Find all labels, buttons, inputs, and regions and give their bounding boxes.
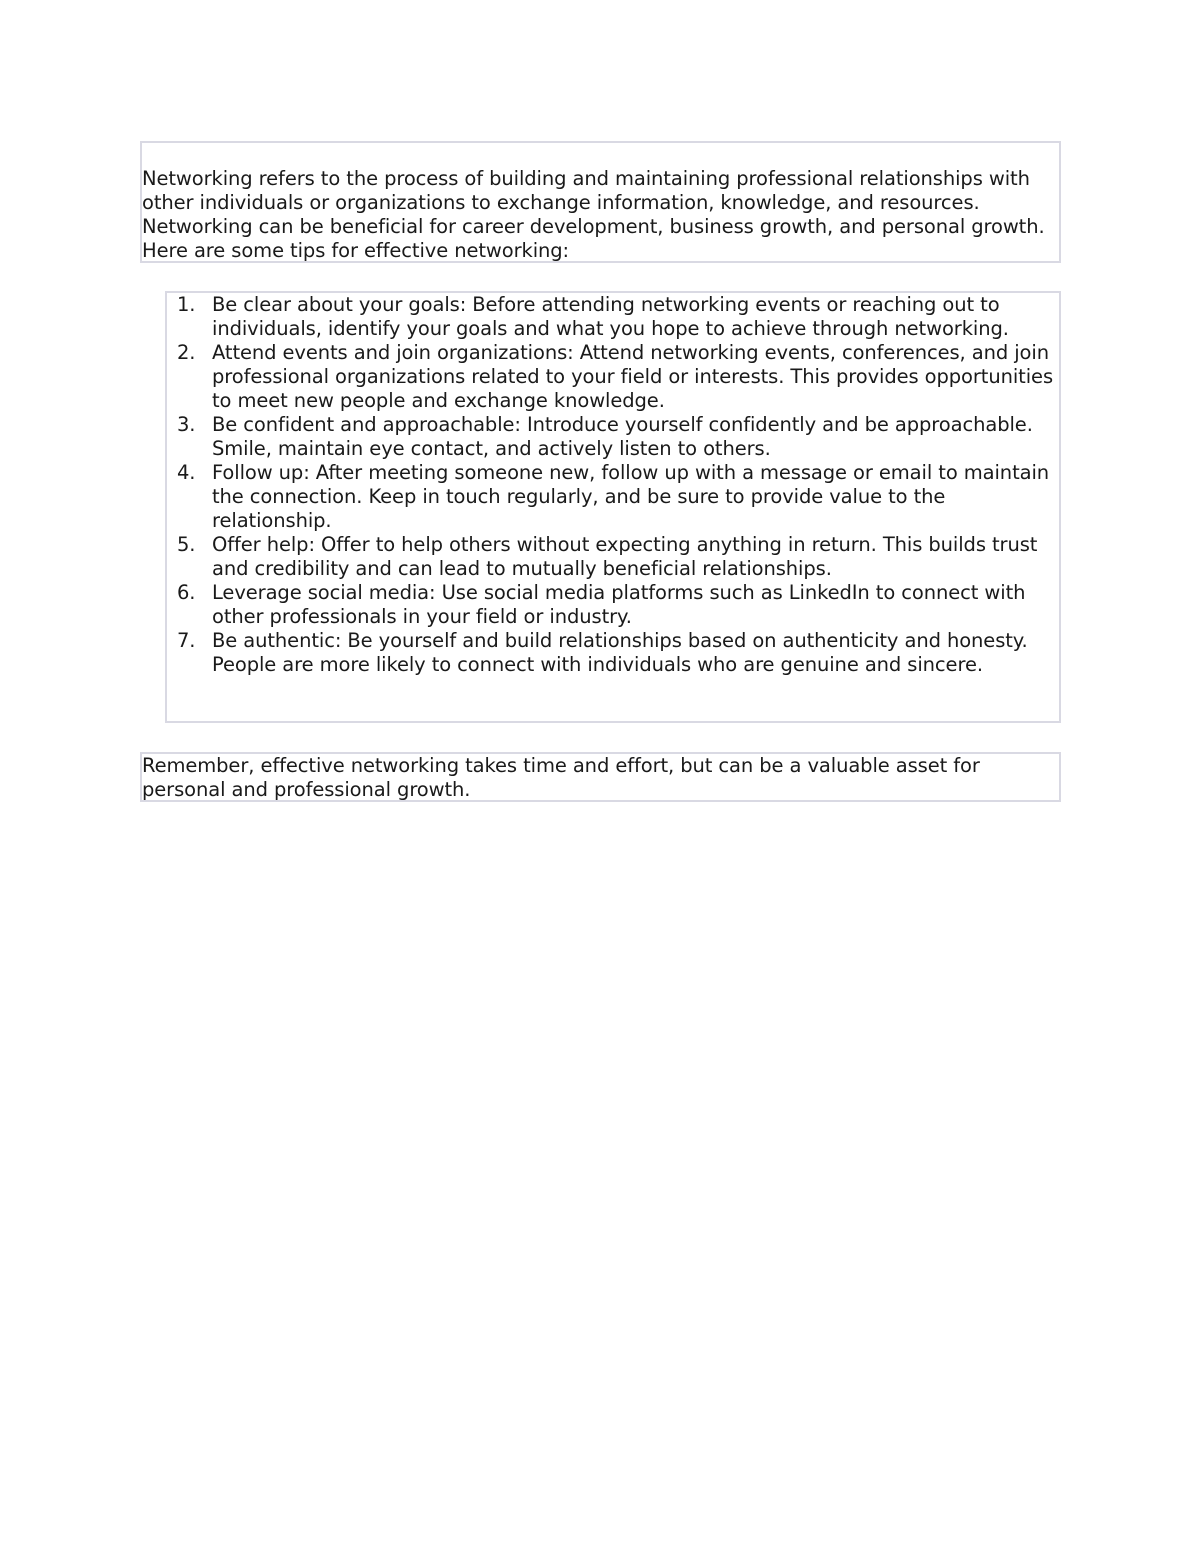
list-item-text: Be clear about your goals: Before attending networking events or reaching out to individuals, identify your goals and what you hope to achieve through networking. bbox=[212, 293, 1009, 340]
list-item bbox=[167, 461, 1061, 533]
list-item-number: 3. bbox=[177, 413, 196, 436]
list-item-text: Attend events and join organizations: Attend networking events, conferences, and join professional organizations related to your field or interests. This provides opportunities to meet new people and exchange knowledge. bbox=[212, 341, 1054, 412]
list-item-number: 4. bbox=[177, 461, 196, 484]
list-item bbox=[167, 581, 1061, 629]
list-item bbox=[167, 629, 1061, 677]
outro-paragraph-box bbox=[140, 752, 1061, 802]
list-item bbox=[167, 293, 1061, 341]
list-item-number: 1. bbox=[177, 293, 196, 316]
list-item-text: Be authentic: Be yourself and build relationships based on authenticity and honesty. People are more likely to connect with individuals who are genuine and sincere. bbox=[212, 629, 1028, 676]
outro-paragraph: Remember, effective networking takes time and effort, but can be a valuable asset for personal and professional growth. bbox=[142, 754, 980, 801]
tips-list-box bbox=[165, 291, 1061, 723]
list-item bbox=[167, 341, 1061, 413]
intro-paragraph-box bbox=[140, 141, 1061, 263]
list-item-number: 2. bbox=[177, 341, 196, 364]
list-item-number: 6. bbox=[177, 581, 196, 604]
tips-list bbox=[167, 293, 1061, 677]
list-item bbox=[167, 533, 1061, 581]
list-item-text: Offer help: Offer to help others without expecting anything in return. This builds trust and credibility and can lead to mutually beneficial relationships. bbox=[212, 533, 1038, 580]
list-item-text: Be confident and approachable: Introduce yourself confidently and be approachable. Smile, maintain eye contact, and actively listen to others. bbox=[212, 413, 1033, 460]
list-item-text: Follow up: After meeting someone new, follow up with a message or email to maintain the connection. Keep in touch regularly, and be sure to provide value to the relationship. bbox=[212, 461, 1050, 532]
list-item-number: 7. bbox=[177, 629, 196, 652]
list-item bbox=[167, 413, 1061, 461]
list-item-number: 5. bbox=[177, 533, 196, 556]
intro-paragraph: Networking refers to the process of building and maintaining professional relationships with other individuals or organizations to exchange information, knowledge, and resources. Networking can be beneficial for career development, business growth, and personal growth. Here are some tips for effective networking: bbox=[142, 167, 1045, 262]
list-item-text: Leverage social media: Use social media platforms such as LinkedIn to connect with other professionals in your field or industry. bbox=[212, 581, 1026, 628]
